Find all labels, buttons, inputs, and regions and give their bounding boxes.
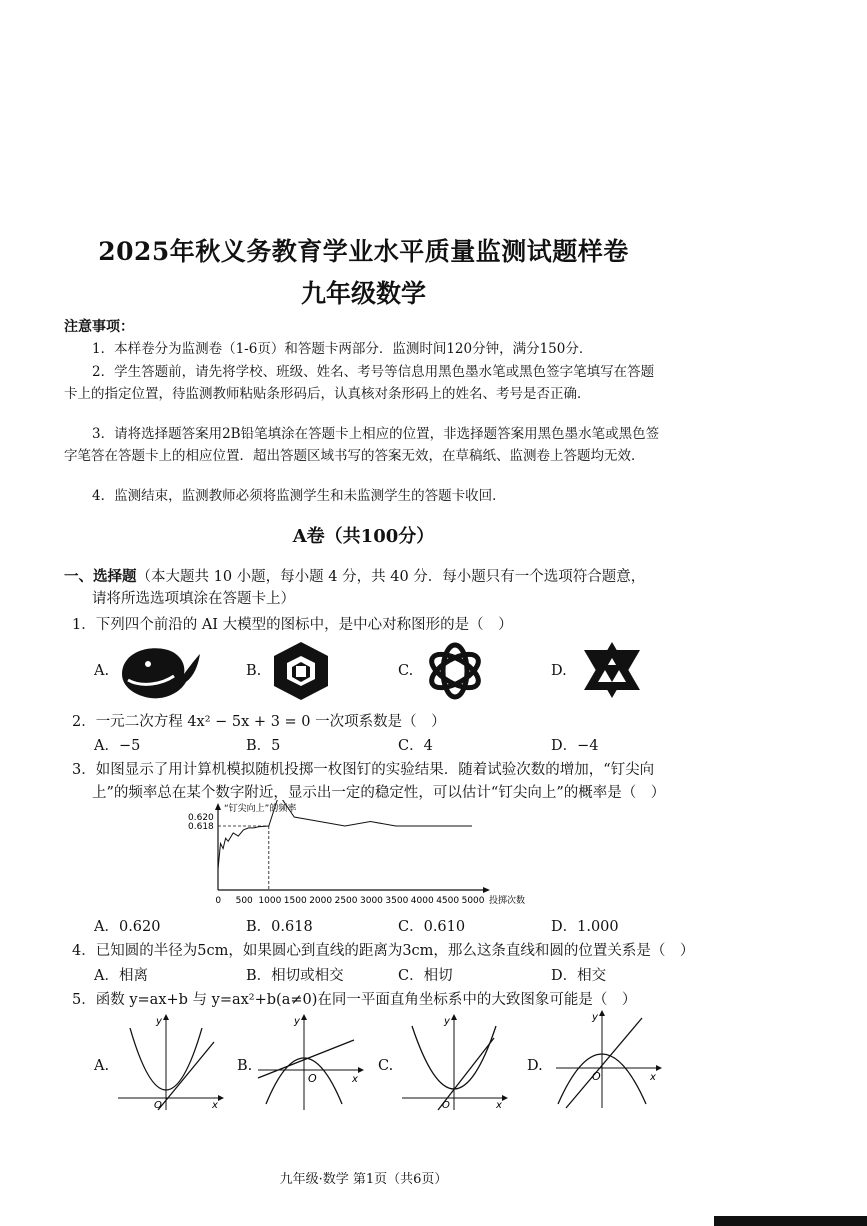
origin-label: O: [442, 1100, 450, 1111]
axis-arrow-icon: [599, 1010, 605, 1016]
q3-stem: 3．如图显示了用计算机模拟随机投掷一枚图钉的实验结果．随着试验次数的增加，“钉尖向: [72, 762, 655, 778]
y-tick-0620: 0.620: [188, 813, 214, 823]
frequency-chart: [180, 800, 560, 910]
q1-stem: 1．下列四个前沿的 AI 大模型的图标中，是中心对称图形的是（ ）: [72, 617, 513, 633]
q1-option-b: B.: [246, 663, 262, 679]
note-2: 2．学生答题前，请先将学校、班级、姓名、考号等信息用黑色墨水笔或黑色签字笔填写在答题卡上的指定位置，待监测教师粘贴条形码后，认真核对条形码上的姓名、考号是否正确．: [64, 364, 655, 402]
graph-b: [254, 1012, 366, 1112]
q4-option-a: A．相离: [94, 968, 148, 984]
y-axis-label: y: [156, 1016, 162, 1027]
notes-heading: 注意事项：: [64, 319, 134, 335]
page-footer: 九年级·数学 第1页（共6页）: [279, 1172, 448, 1187]
q3-stem-2: 上”的频率总在某个数字附近，显示出一定的稳定性，可以估计“钉尖向上”的概率是（ ）: [92, 785, 666, 801]
linear-line: [258, 1040, 354, 1078]
y-axis-arrow-icon: [215, 803, 221, 810]
graph-a: [114, 1012, 226, 1112]
part1-label: 一、选择题: [64, 568, 137, 585]
q4-option-d: D．相交: [551, 968, 607, 984]
axis-arrow-icon: [358, 1067, 364, 1073]
q1-option-a: A.: [94, 663, 110, 679]
q3-option-d: D．1.000: [551, 919, 619, 935]
section-a-title: A卷（共100分）: [292, 526, 435, 547]
q2-option-c: C．4: [398, 738, 433, 754]
exam-subtitle: 九年级数学: [300, 279, 426, 308]
x-axis-arrow-icon: [483, 887, 490, 893]
x-tick-label: 2500: [334, 896, 358, 906]
graph-d: [552, 1008, 664, 1112]
hexagon-logo-icon: [270, 640, 332, 702]
x-tick-label: 2000: [309, 896, 333, 906]
x-axis-label: x: [352, 1074, 358, 1085]
axis-arrow-icon: [218, 1095, 224, 1101]
x-tick-label: 4000: [410, 896, 434, 906]
note-4: 4．监测结束，监测教师必须将监测学生和未监测学生的答题卡收回．: [92, 488, 506, 504]
x-tick-label: 500: [235, 896, 253, 906]
x-tick-label: 1500: [283, 896, 307, 906]
q2-option-d: D．−4: [551, 738, 599, 754]
part1-desc: （本大题共 10 小题，每小题 4 分，共 40 分．每小题只有一个选项符合题意，: [136, 569, 646, 585]
graph-c: [398, 1012, 510, 1112]
note-3: 3．请将选择题答案用2B铅笔填涂在答题卡上相应的位置，非选择题答案用黑色墨水笔或黑色签字笔答在答题卡上的相应位置．超出答题区域书写的答案无效，在草稿纸、监测卷上答题均无效．: [64, 426, 660, 464]
note-1: 1．本样卷分为监测卷（1-6页）和答题卡两部分．监测时间120分钟，满分150分．: [92, 341, 593, 357]
y-tick-0618: 0.618: [188, 822, 214, 832]
y-axis-label: y: [444, 1016, 450, 1027]
q3-option-c: C．0.610: [398, 919, 466, 935]
q2-stem: 2．一元二次方程 4x² − 5x + 3 = 0 一次项系数是（ ）: [72, 714, 446, 730]
scan-edge-mark: [714, 1216, 867, 1226]
y-axis-label: y: [294, 1016, 300, 1027]
q5-stem: 5．函数 y=ax+b 与 y=ax²+b(a≠0)在同一平面直角坐标系中的大致图象可能是（ ）: [72, 992, 637, 1008]
q4-option-b: B．相切或相交: [246, 968, 344, 984]
part1-header: [64, 566, 684, 610]
y-axis-label: y: [592, 1012, 598, 1023]
q5-option-b: B.: [237, 1058, 253, 1074]
triangle-logo-icon: [580, 638, 644, 702]
axis-arrow-icon: [163, 1014, 169, 1020]
x-axis-label: x: [496, 1100, 502, 1111]
q2-option-b: B．5: [246, 738, 281, 754]
x-tick-label: 4500: [436, 896, 460, 906]
part1-desc2: 请将所选选项填涂在答题卡上）: [92, 591, 295, 607]
q5-option-a: A.: [94, 1058, 110, 1074]
chart-xlabel: 投掷次数: [489, 896, 526, 906]
x-tick-label: 3000: [360, 896, 383, 906]
q4-stem: 4．已知圆的半径为5cm，如果圆心到直线的距离为3cm，那么这条直线和圆的位置关系是（ ）: [72, 943, 695, 959]
origin-label: O: [154, 1100, 162, 1111]
q4-option-c: C．相切: [398, 968, 453, 984]
q2-option-a: A．−5: [94, 738, 141, 754]
exam-title: 2025年秋义务教育学业水平质量监测试题样卷: [98, 237, 629, 266]
whale-logo-icon: [118, 640, 202, 702]
q5-option-c: C.: [378, 1058, 394, 1074]
x-tick-label: 5000: [461, 896, 485, 906]
linear-line: [566, 1018, 642, 1108]
axis-arrow-icon: [502, 1095, 508, 1101]
axis-arrow-icon: [451, 1014, 457, 1020]
x-axis-label: x: [650, 1072, 656, 1083]
x-tick-label: 0: [215, 896, 222, 906]
origin-label: O: [592, 1070, 601, 1083]
x-tick-label: 1000: [258, 896, 282, 906]
q1-option-c: C.: [398, 663, 414, 679]
x-tick-label: 3500: [385, 896, 409, 906]
q1-option-d: D.: [551, 663, 567, 679]
q5-option-d: D.: [527, 1058, 543, 1074]
x-axis-label: x: [212, 1100, 218, 1111]
axis-arrow-icon: [656, 1065, 662, 1071]
axis-arrow-icon: [301, 1014, 307, 1020]
q3-option-a: A．0.620: [94, 919, 161, 935]
q3-option-b: B．0.618: [246, 919, 313, 935]
chart-title: “钉尖向上”的频率: [224, 804, 297, 814]
origin-label: O: [308, 1072, 317, 1085]
knot-logo-icon: [424, 640, 486, 702]
